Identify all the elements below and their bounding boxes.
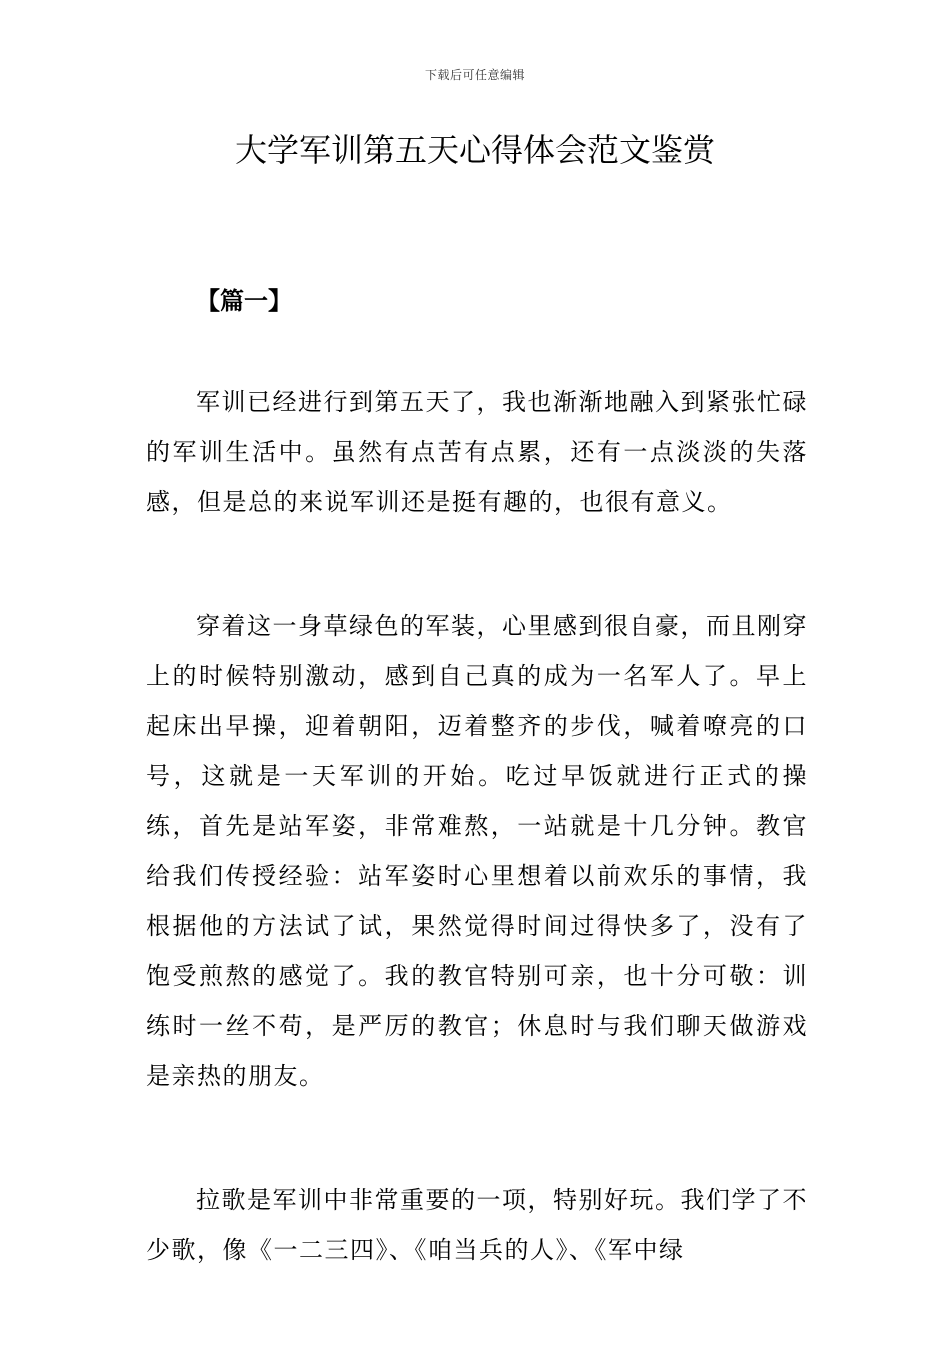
header-watermark: 下载后可任意编辑 <box>424 68 525 82</box>
paragraph-2: 穿着这一身草绿色的军装，心里感到很自豪，而且刚穿上的时候特别激动，感到自己真的成为一名军人了。早上起床出早操，迎着朝阳，迈着整齐的步伐，喊着嘹亮的口号，这就是一天军训的开始。吃过早饭就进行正式的操练，首先是站军姿，非常难熬，一站就是十几分钟。教官给我们传授经验：站军姿时心里想着以前欢乐的事情，我根据他的方法试了试，果然觉得时间过得快多了，没有了饱受煎熬的感觉了。我的教官特别可亲，也十分可敬：训练时一丝不苟，是严厉的教官；休息时与我们聊天做游戏是亲热的朋友。 <box>146 612 808 1090</box>
paragraph-1: 军训已经进行到第五天了，我也渐渐地融入到紧张忙碌的军训生活中。虽然有点苦有点累，还有一点淡淡的失落感，但是总的来说军训还是挺有趣的，也很有意义。 <box>146 388 808 516</box>
body-text <box>146 377 808 1349</box>
section-label: 【篇一】 <box>196 287 292 315</box>
document-title: 大学军训第五天心得体会范文鉴赏 <box>234 131 715 169</box>
paragraph-3: 拉歌是军训中非常重要的一项，特别好玩。我们学了不少歌，像《一二三四》、《咱当兵的人》、《军中绿 <box>146 1186 808 1264</box>
